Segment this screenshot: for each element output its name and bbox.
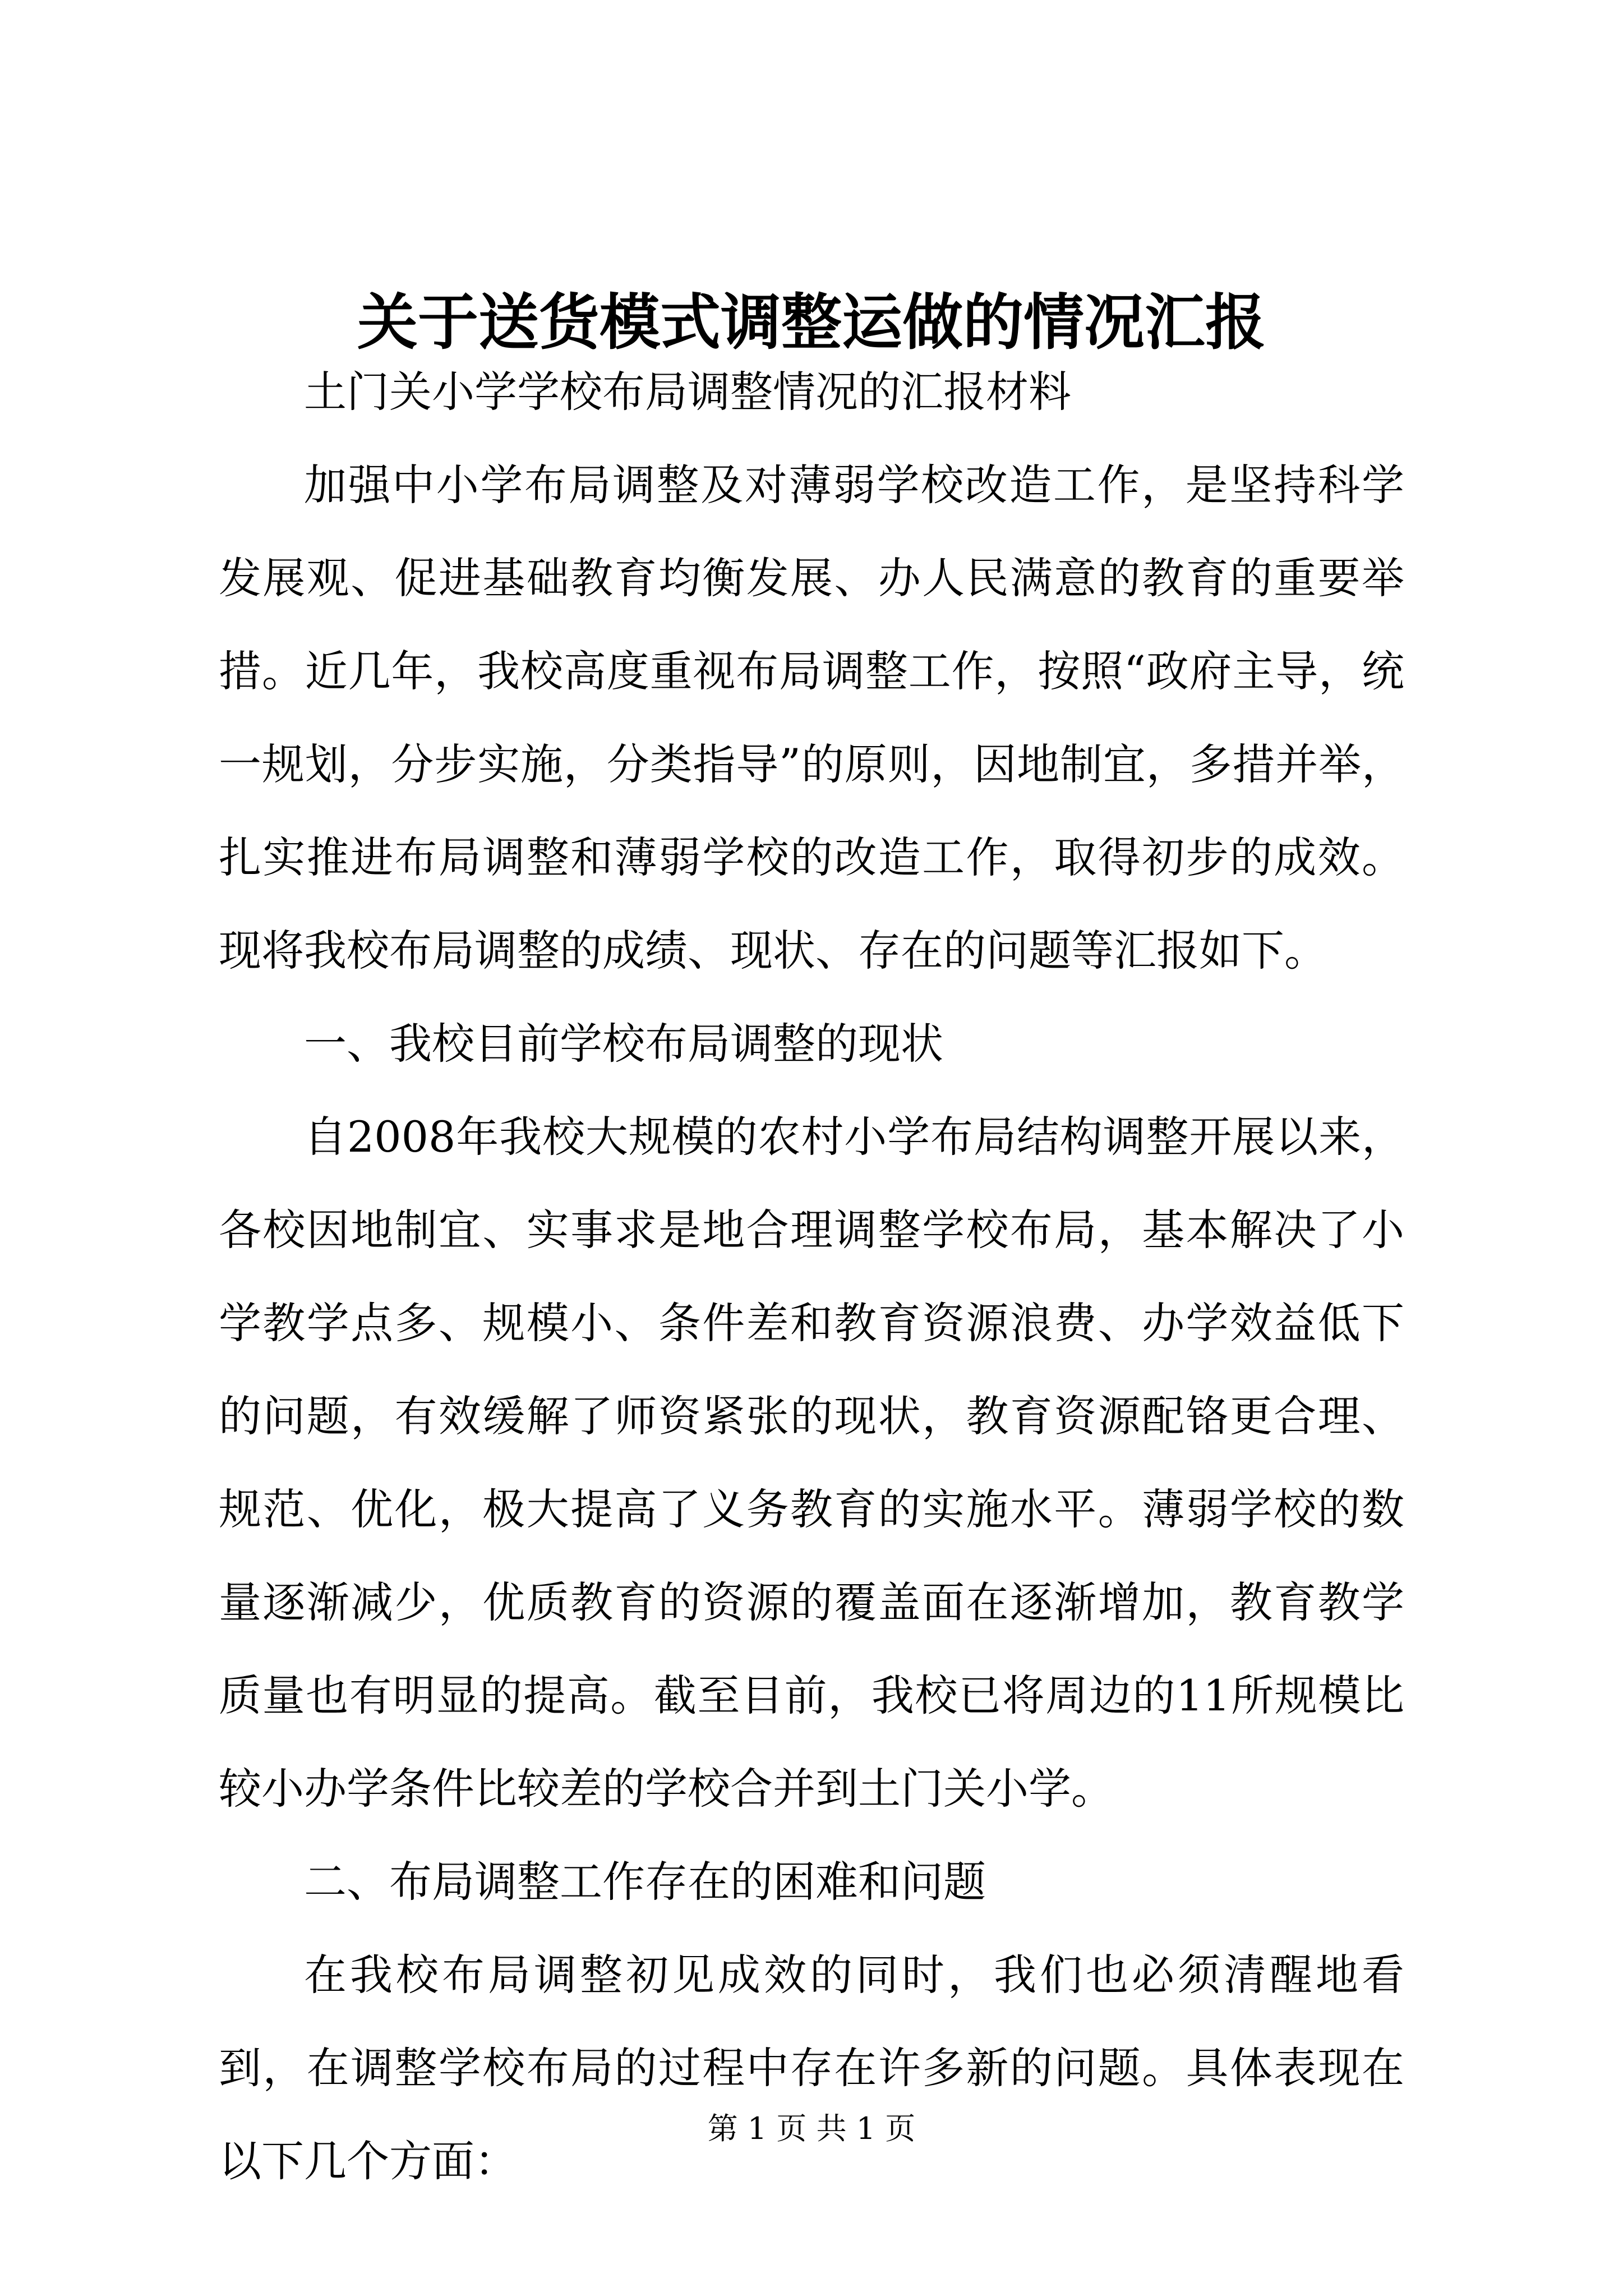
section-heading-2: 二、布局调整工作存在的困难和问题 <box>304 1857 986 1907</box>
section-heading-1: 一、我校目前学校布局调整的现状 <box>304 1019 943 1069</box>
paragraph-problems: 在我校布局调整初见成效的同时，我们也必须清醒地看到，在调整学校布局的过程中存在许多新的问题。具体表现在以下几个方面： <box>219 1950 1404 2186</box>
document-body <box>219 346 1404 2208</box>
paragraph-status: 自2008年我校大规模的农村小学布局结构调整开展以来，各校因地制宜、实事求是地合理调整学校布局，基本解决了小学教学点多、规模小、条件差和教育资源浪费、办学效益低下的问题，有效缓解了师资紧张的现状，教育资源配铬更合理、规范、优化，极大提高了义务教育的实施水平。薄弱学校的数量逐渐减少，优质教育的资源的覆盖面在逐渐增加，教育教学质量也有明显的提高。截至目前，我校已将周边的11所规模比较小办学条件比较差的学校合并到土门关小学。 <box>219 1112 1404 1814</box>
paragraph-intro: 加强中小学布局调整及对薄弱学校改造工作，是坚持科学发展观、促进基础教育均衡发展、办人民满意的教育的重要举措。近几年，我校高度重视布局调整工作，按照“政府主导，统一规划，分步实施，分类指导”的原则，因地制宜，多措并举，扎实推进布局调整和薄弱学校的改造工作，取得初步的成效。现将我校布局调整的成绩、现状、存在的问题等汇报如下。 <box>219 460 1404 976</box>
paragraph-subtitle: 土门关小学学校布局调整情况的汇报材料 <box>304 367 1071 417</box>
document-title: 关于送货模式调整运做的情况汇报 <box>357 287 1266 358</box>
page-number-footer: 第 1 页 共 1 页 <box>707 2111 916 2146</box>
